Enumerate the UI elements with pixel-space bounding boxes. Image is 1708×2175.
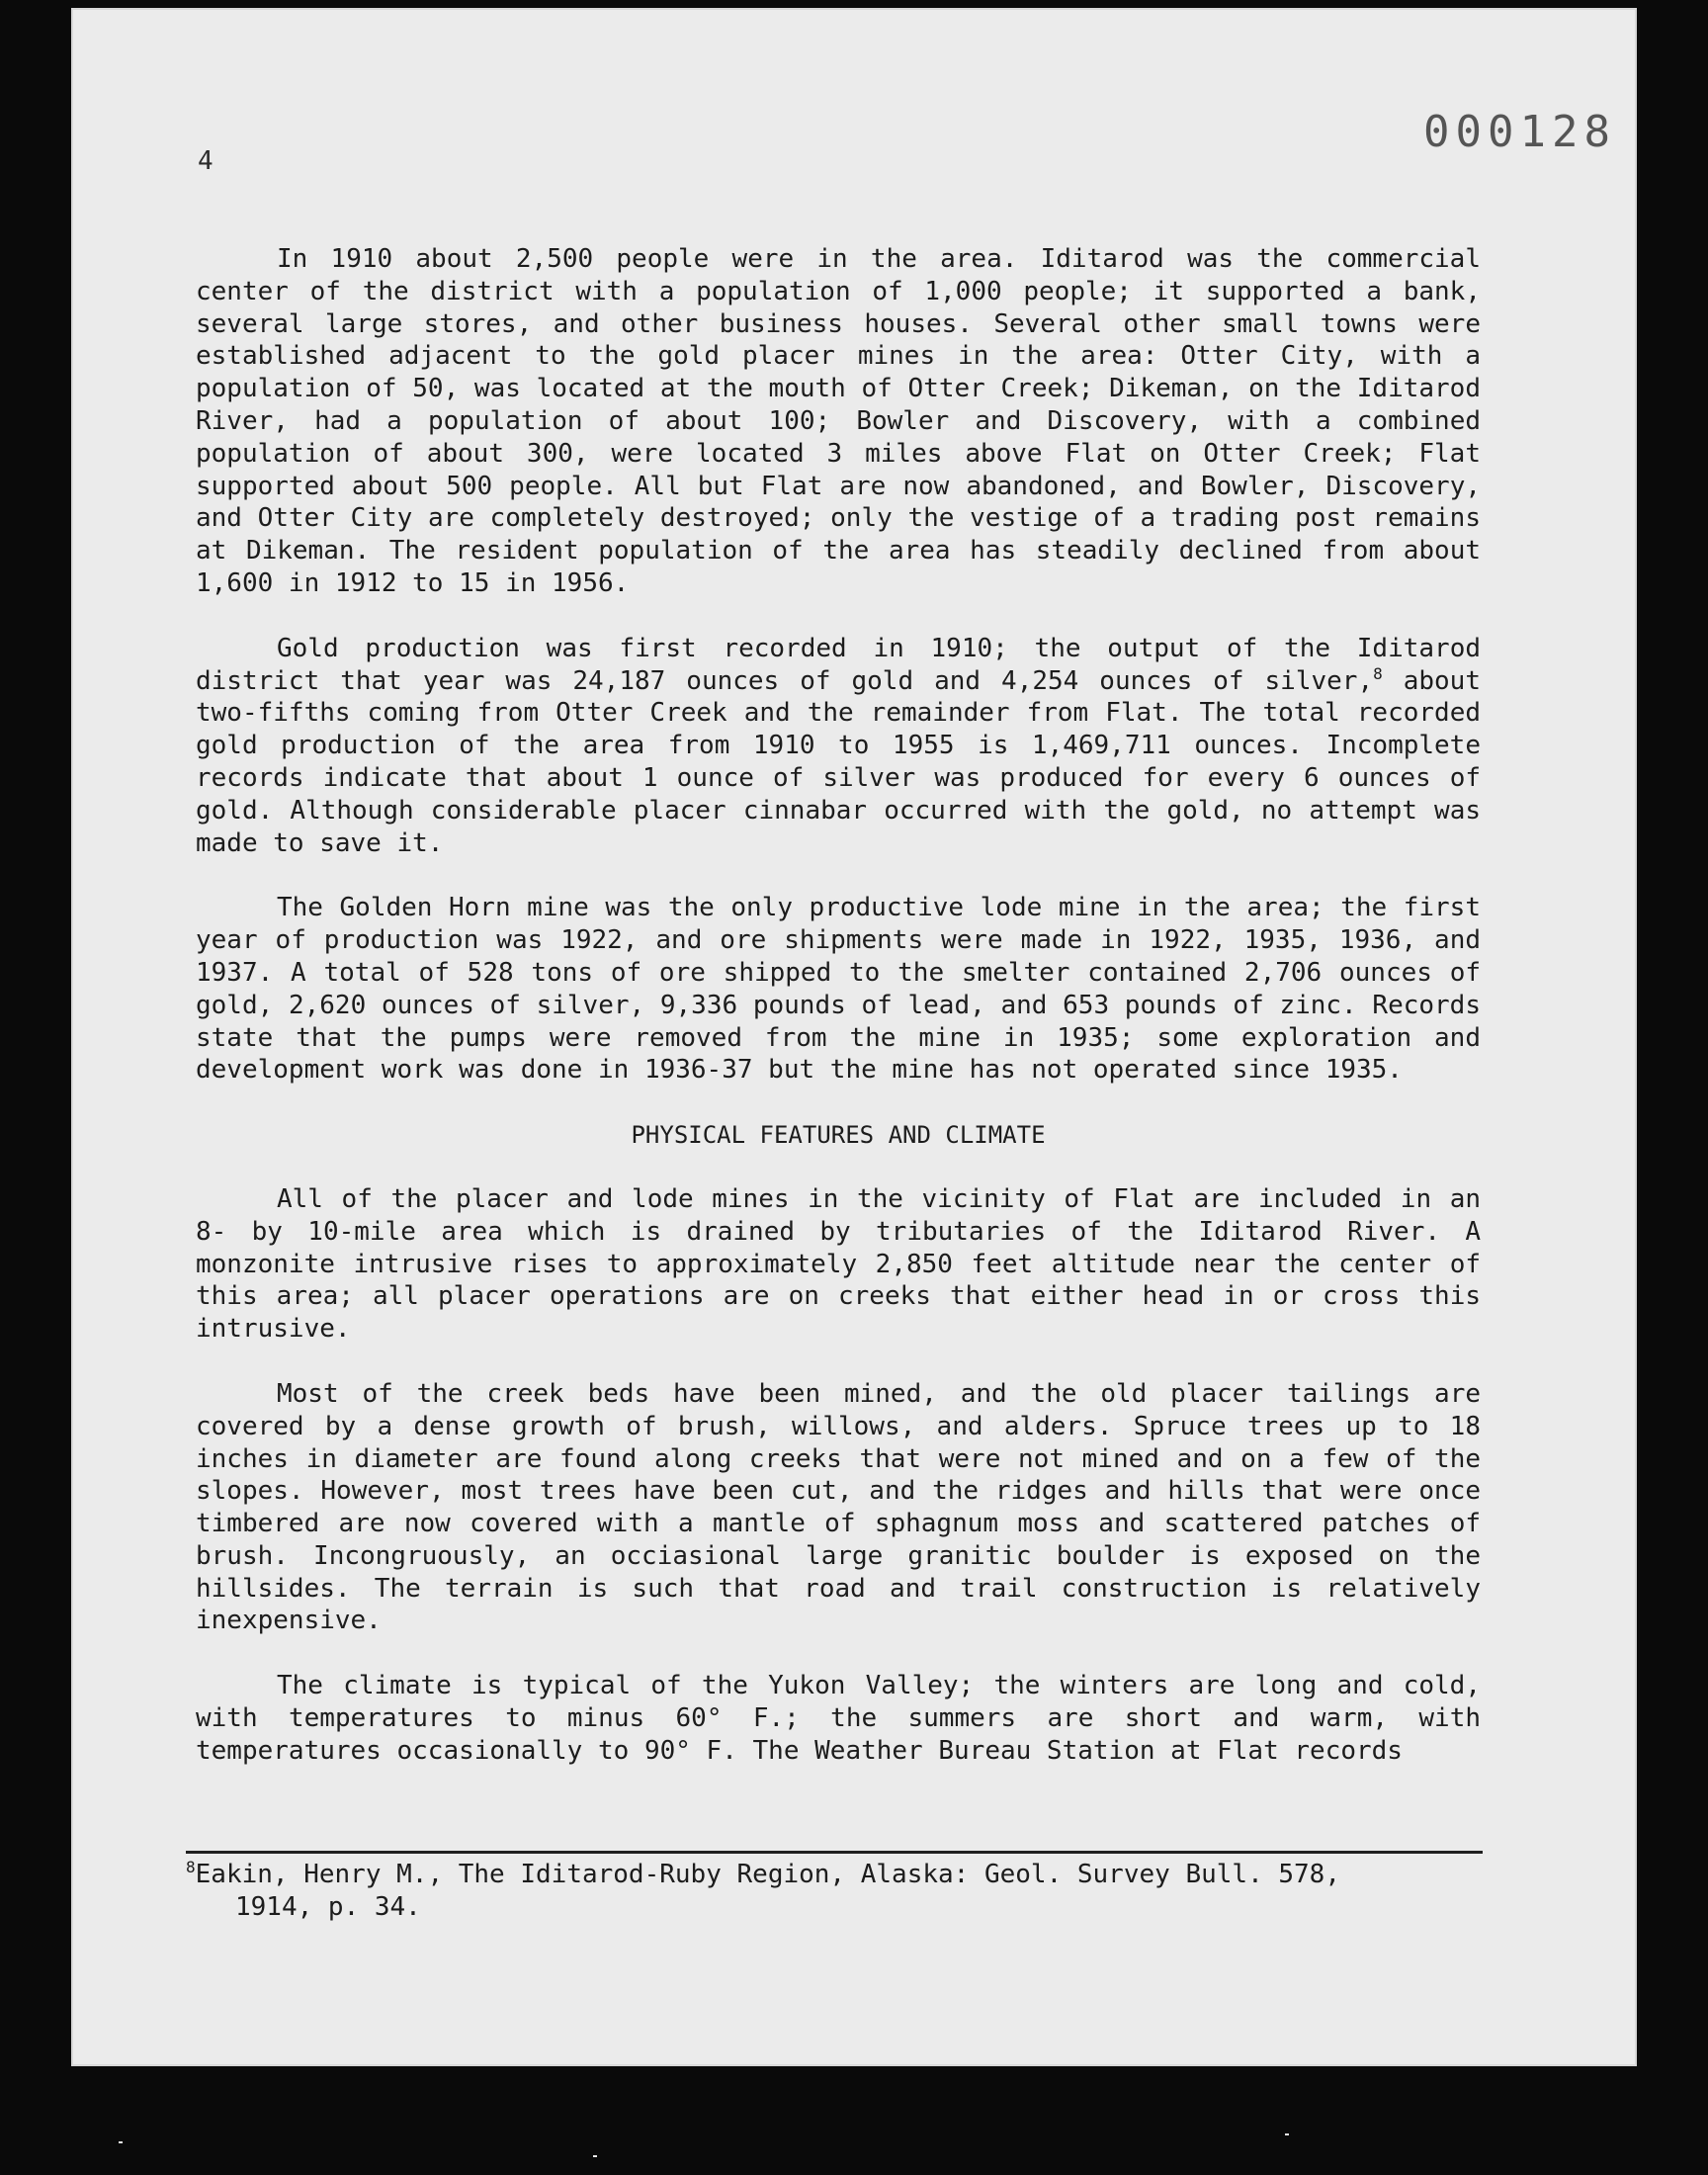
footnote-line-2: 1914, p. 34. (235, 1892, 421, 1922)
page-number: 4 (198, 146, 214, 176)
paragraph-climate: The climate is typical of the Yukon Valley; the winters are long and cold, with temperatures to minus 60° F.; the summers are short and warm, with temperatures occasionally to 90° F. The Weather Bureau Station at Flat records (196, 1671, 1481, 1766)
paragraph-golden-horn-mine: The Golden Horn mine was the only productive lode mine in the area; the first year of production was 1922, and ore shipments were made in 1922, 1935, 1936, and 1937. A total of 528 tons of ore shipped to the smelter contained 2,706 ounces of gold, 2,620 ounces of silver, 9,336 pounds of lead, and 653 pounds of zinc. Records state that the pumps were removed from the mine in 1935; some exploration and development work was done in 1936-37 but the mine has not operated since 1935. (196, 893, 1481, 1086)
gold-text-after: about two-fifths coming from Otter Creek and the remainder from Flat. The total recorded gold production of the area from 1910 to 1955 is 1,469,711 ounces. Incomplete records indicate that about 1 ounce of silver was produced for every 6 ounces of gold. Although considerable placer cinnabar occurred with the gold, no attempt was made to save it. (196, 665, 1481, 858)
footnote (186, 1859, 1481, 1924)
gold-text-before: Gold production was first recorded in 1910; the output of the Iditarod district that year was 24,187 ounces of gold and 4,254 ounces of silver, (196, 633, 1481, 696)
section-heading: PHYSICAL FEATURES AND CLIMATE (631, 1121, 1046, 1150)
footnote-divider (186, 1851, 1483, 1854)
paragraph-population: In 1910 about 2,500 people were in the area. Iditarod was the commercial center of the district with a population of 1,000 people; it supported a bank, several large stores, and other business houses. Several other small towns were established adjacent to the gold placer mines in the area: Otter City, with a population of 50, was located at the mouth of Otter Creek; Dikeman, on the Iditarod River, had a population of about 100; Bowler and Discovery, with a combined population of about 300, were located 3 miles above Flat on Otter Creek; Flat supported about 500 people. All but Flat are now abandoned, and Bowler, Discovery, and Otter City are completely destroyed; only the vestige of a trading post remains at Dikeman. The resident population of the area has steadily declined from about 1,600 in 1912 to 15 in 1956. (196, 244, 1481, 598)
footnote-reference: 8 (1373, 663, 1383, 683)
scan-artifact (119, 2141, 123, 2143)
paragraph-mine-area: All of the placer and lode mines in the vicinity of Flat are included in an 8- by 10-mile area which is drained by tributaries of the Iditarod River. A monzonite intrusive rises to approximately 2,850 feet altitude near the center of this area; all placer operations are on creeks that either head in or cross this intrusive. (196, 1183, 1481, 1345)
scan-artifact (593, 2155, 597, 2157)
paragraph-gold-production (196, 633, 1481, 860)
scan-artifact (1285, 2133, 1289, 2135)
footnote-marker: 8 (186, 1858, 196, 1876)
document-stamp-number: 000128 (1423, 107, 1616, 157)
paragraph-vegetation: Most of the creek beds have been mined, and the old placer tailings are covered by a dense growth of brush, willows, and alders. Spruce trees up to 18 inches in diameter are found along creeks that were not mined and on a few of the slopes. However, most trees have been cut, and the ridges and hills that were once timbered are now covered with a mantle of sphagnum moss and scattered patches of brush. Incongruously, an occiasional large granitic boulder is exposed on the hillsides. The terrain is such that road and trail construction is relatively inexpensive. (196, 1378, 1481, 1636)
footnote-line-1: Eakin, Henry M., The Iditarod-Ruby Region, Alaska: Geol. Survey Bull. 578, (195, 1860, 1340, 1889)
document-body (196, 243, 1481, 1800)
